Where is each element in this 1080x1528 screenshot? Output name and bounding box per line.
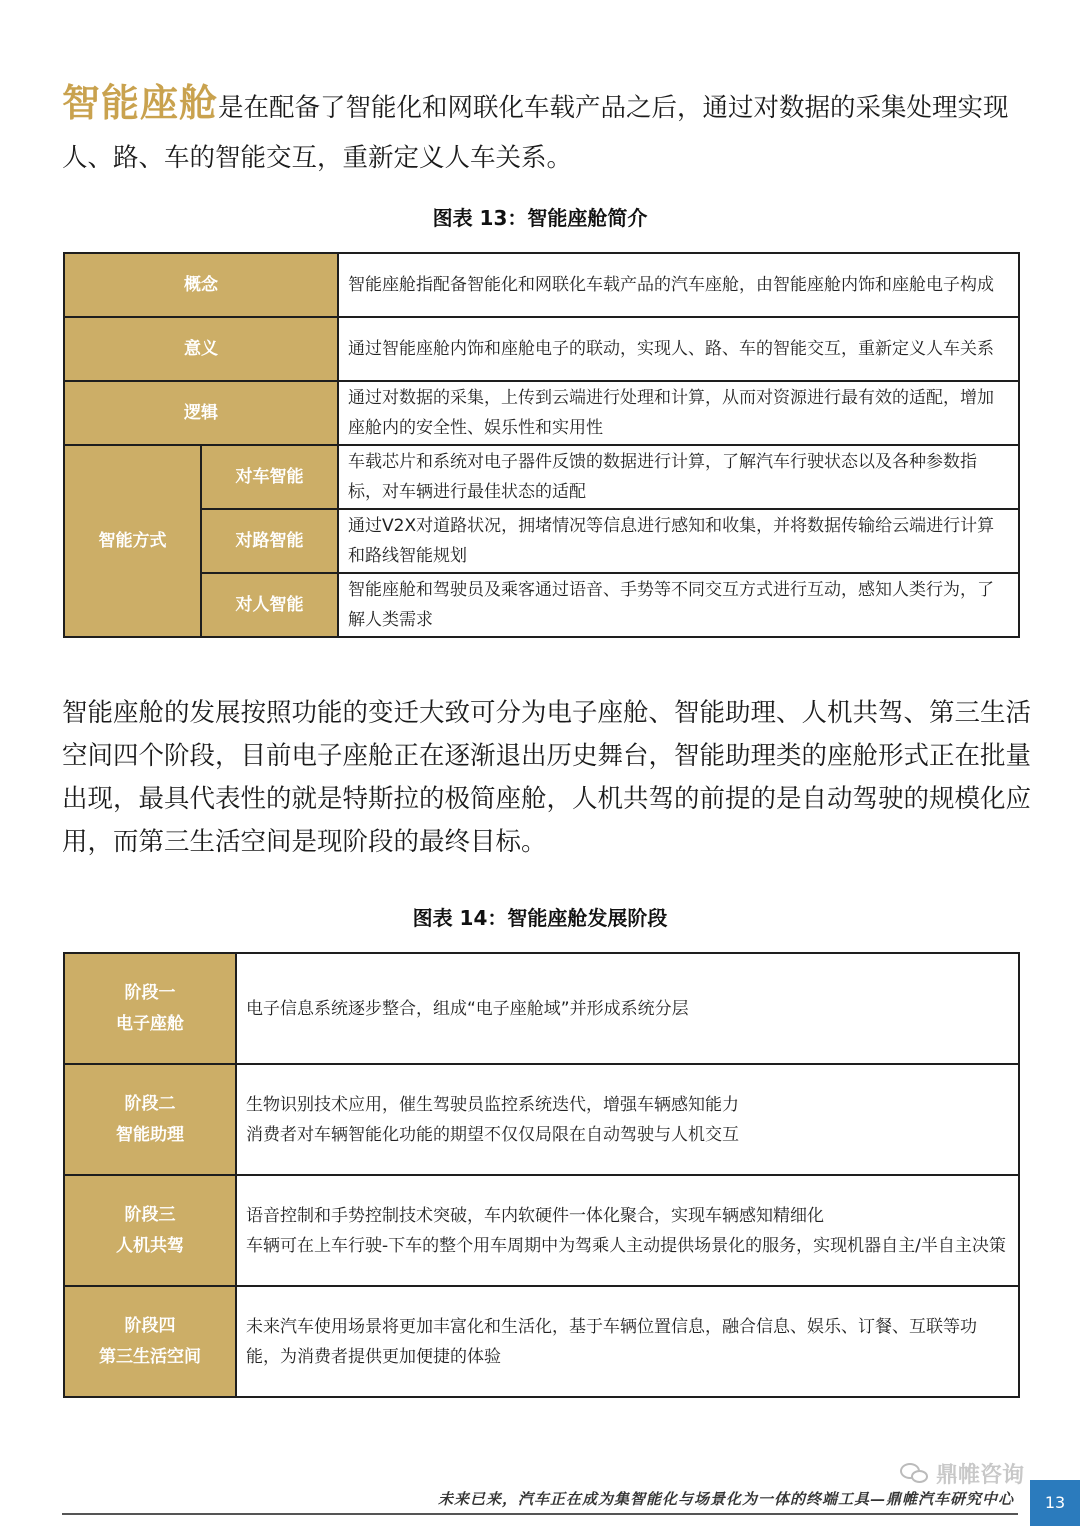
stage-label: [64, 953, 236, 1064]
row-text: 通过对数据的采集，上传到云端进行处理和计算，从而对资源进行最有效的适配，增加座舱内的安全性、娱乐性和实用性: [338, 381, 1019, 445]
stage-description: [236, 953, 1019, 1064]
wechat-icon: [900, 1461, 930, 1487]
stage-label: [64, 1064, 236, 1175]
sub-row-text: 通过V2X对道路状况，拥堵情况等信息进行感知和收集，并将数据传输给云端进行计算和路线智能规划: [338, 509, 1019, 573]
figure14-table: [63, 952, 1020, 1398]
footer-divider: [62, 1513, 1018, 1515]
stage-line: 消费者对车辆智能化功能的期望不仅仅局限在自动驾驶与人机交互: [246, 1124, 739, 1145]
stage-line: 电子信息系统逐步整合，组成“电子座舱域”并形成系统分层: [246, 998, 689, 1019]
stage-line: 语音控制和手势控制技术突破，车内软硬件一体化聚合，实现车辆感知精细化: [246, 1205, 824, 1226]
sub-row-label: 对车智能: [201, 445, 338, 509]
stage-number: 阶段四: [124, 1315, 176, 1336]
sub-row-label: 对人智能: [201, 573, 338, 637]
page-number: 13: [1030, 1480, 1080, 1526]
stage-name: 第三生活空间: [99, 1346, 201, 1367]
group-label: 智能方式: [64, 445, 201, 637]
stage-number: 阶段三: [124, 1204, 176, 1225]
table-row: [64, 953, 1019, 1064]
stage-description: [236, 1064, 1019, 1175]
stage-label: [64, 1286, 236, 1397]
body-paragraph: 智能座舱的发展按照功能的变迁大致可分为电子座舱、智能助理、人机共驾、第三生活空间四个阶段，目前电子座舱正在逐渐退出历史舞台，智能助理类的座舱形式正在批量出现，最具代表性的就是特斯拉的极简座舱，人机共驾的前提的是自动驾驶的规模化应用，而第三生活空间是现阶段的最终目标。: [62, 698, 1032, 857]
stage-line: 生物识别技术应用，催生驾驶员监控系统迭代，增强车辆感知能力: [246, 1094, 739, 1115]
stage-number: 阶段一: [124, 982, 176, 1003]
stage-description: [236, 1175, 1019, 1286]
sub-row-text: 智能座舱和驾驶员及乘客通过语音、手势等不同交互方式进行互动，感知人类行为，了解人类需求: [338, 573, 1019, 637]
stage-number: 阶段二: [124, 1093, 176, 1114]
figure14-caption: 图表 14：智能座舱发展阶段: [412, 906, 668, 930]
table-row: [64, 1175, 1019, 1286]
row-label: 概念: [64, 253, 338, 317]
stage-name: 智能助理: [116, 1124, 184, 1145]
stage-line: 未来汽车使用场景将更加丰富化和生活化，基于车辆位置信息，融合信息、娱乐、订餐、互联等功能，为消费者提供更加便捷的体验: [246, 1316, 977, 1367]
table-row: [64, 1286, 1019, 1397]
stage-name: 人机共驾: [116, 1235, 184, 1256]
stage-name: 电子座舱: [116, 1013, 184, 1034]
row-label: 意义: [64, 317, 338, 381]
table-row: [64, 573, 1019, 637]
watermark: [900, 1458, 1024, 1489]
intro-paragraph: [62, 78, 1032, 183]
table-row: [64, 381, 1019, 445]
stage-description: [236, 1286, 1019, 1397]
row-text: 通过智能座舱内饰和座舱电子的联动，实现人、路、车的智能交互，重新定义人车关系: [338, 317, 1019, 381]
figure13-caption: 图表 13：智能座舱简介: [432, 206, 648, 230]
sub-row-text: 车载芯片和系统对电子器件反馈的数据进行计算，了解汽车行驶状态以及各种参数指标，对车辆进行最佳状态的适配: [338, 445, 1019, 509]
footer-slogan: 未来已来，汽车正在成为集智能化与场景化为一体的终端工具—鼎帷汽车研究中心: [437, 1490, 1014, 1508]
stage-label: [64, 1175, 236, 1286]
sub-row-label: 对路智能: [201, 509, 338, 573]
watermark-text: 鼎帷咨询: [936, 1463, 1025, 1488]
row-text: 智能座舱指配备智能化和网联化车载产品的汽车座舱，由智能座舱内饰和座舱电子构成: [338, 253, 1019, 317]
stage-line: 车辆可在上车行驶-下车的整个用车周期中为驾乘人主动提供场景化的服务，实现机器自主/半自主决策: [246, 1235, 1006, 1256]
table-row: [64, 317, 1019, 381]
table-row: [64, 1064, 1019, 1175]
figure13-table: [63, 252, 1020, 638]
intro-highlight: 智能座舱: [62, 81, 219, 125]
table-row: [64, 509, 1019, 573]
table-row: [64, 445, 1019, 509]
intro-text: 是在配备了智能化和网联化车载产品之后，通过对数据的采集处理实现人、路、车的智能交互，重新定义人车关系。: [62, 93, 1009, 173]
table-row: [64, 253, 1019, 317]
row-label: 逻辑: [64, 381, 338, 445]
